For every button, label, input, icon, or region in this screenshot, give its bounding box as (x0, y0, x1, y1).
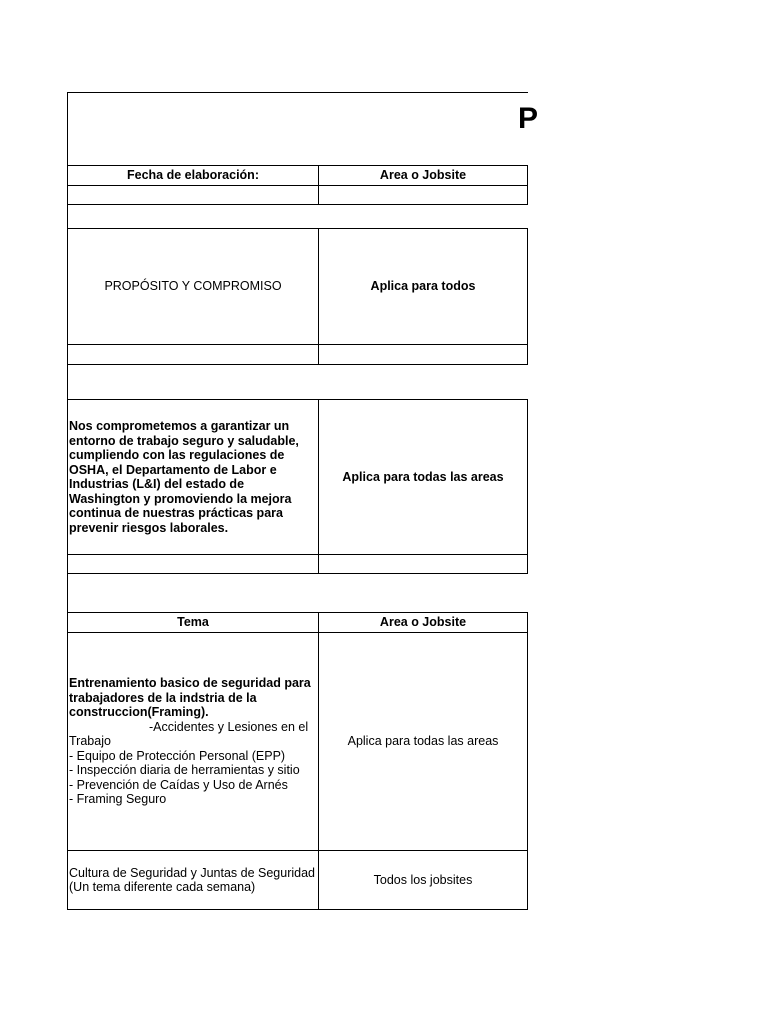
training-item: - Framing Seguro (69, 792, 167, 807)
commitment-applies-cell: Aplica para todas las areas (342, 469, 504, 484)
training-item: - Inspección diaria de herramientas y sitio (69, 763, 300, 778)
culture-text: Cultura de Seguridad y Juntas de Seguridad (Un tema diferente cada semana) (69, 865, 315, 894)
grid-line (527, 399, 528, 574)
training-item: - Prevención de Caídas y Uso de Arnés (69, 777, 288, 792)
training-heading: Entrenamiento basico de seguridad para trabajadores de la indstria de la construccion(Framing). (69, 676, 311, 720)
commitment-text-cell (69, 400, 315, 554)
grid-line (67, 92, 528, 93)
purpose-applies-cell: Aplica para todos (370, 279, 476, 294)
page-title: P (518, 102, 539, 135)
grid-line (67, 92, 68, 910)
header-fecha-cell: Fecha de elaboración: (127, 168, 259, 183)
culture-topic-cell (69, 851, 315, 909)
grid-line (527, 612, 528, 910)
grid-line (67, 344, 528, 345)
grid-line (67, 554, 528, 555)
grid-line (67, 573, 528, 574)
grid-line (67, 204, 528, 205)
grid-line (67, 909, 528, 910)
header-tema-cell: Tema (177, 615, 209, 630)
training-applies-cell: Aplica para todas las areas (347, 734, 499, 749)
table-viewport (67, 92, 539, 912)
training-topic-content (69, 676, 315, 807)
training-topic-cell (69, 633, 315, 850)
training-item: -Accidentes y Lesiones en el Trabajo (69, 719, 309, 749)
training-item: - Equipo de Protección Personal (EPP) (69, 748, 286, 763)
grid-line (527, 228, 528, 365)
header-area-cell-2: Area o Jobsite (379, 615, 467, 630)
grid-line (527, 165, 528, 205)
commitment-text: Nos comprometemos a garantizar un entorno de trabajo seguro y saludable, cumpliendo con las regulaciones de OSHA, el Departamento de Labor e Industrias (L&I) del estado de Washington y promoviendo la mejora continua de nuestras prácticas para prevenir riesgos laborales. (69, 419, 299, 535)
culture-applies-cell: Todos los jobsites (373, 872, 473, 887)
purpose-label-cell: PROPÓSITO Y COMPROMISO (104, 279, 282, 294)
grid-line (67, 364, 528, 365)
header-area-cell: Area o Jobsite (379, 168, 467, 183)
grid-line (67, 185, 528, 186)
